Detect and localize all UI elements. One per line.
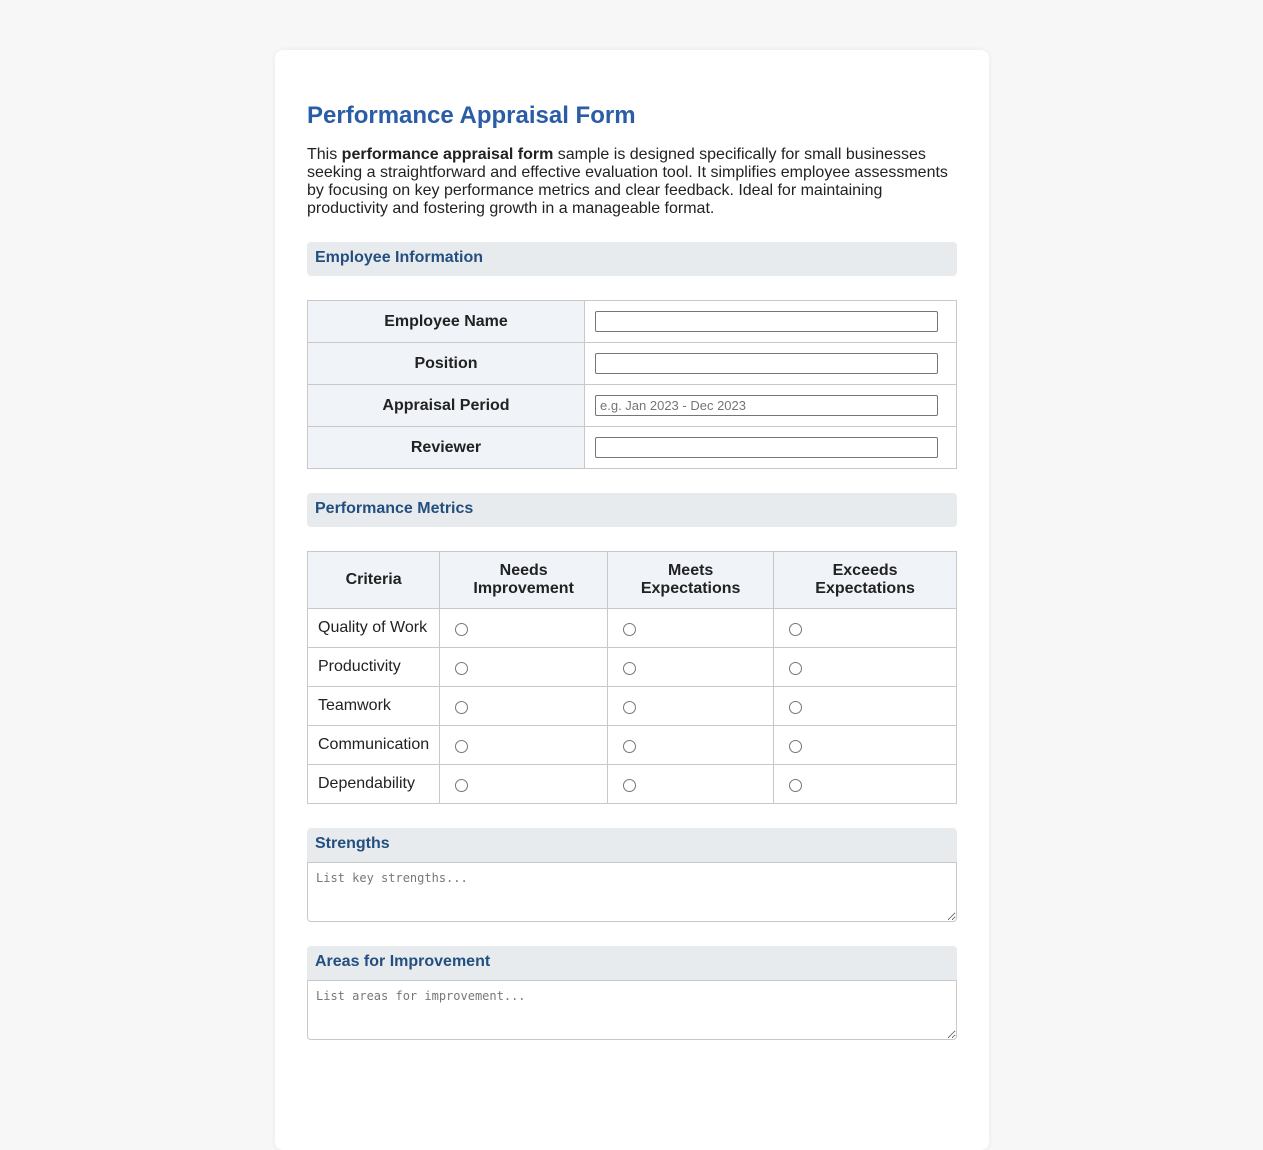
meets-expectations-radio[interactable] [623, 662, 636, 675]
criteria-label: Communication [308, 726, 440, 765]
criteria-label: Quality of Work [308, 609, 440, 648]
improvement-textarea[interactable] [307, 980, 957, 1040]
intro-end: sample is designed specifically for small businesses seeking a straightforward and effective evaluation tool. It simplifies employee assessments by focusing on key performance metrics and clear feedback. Ideal for maintaining productivity and fostering growth in a manageable format. [307, 146, 948, 217]
column-header: Meets Expectations [608, 552, 774, 609]
page-title: Performance Appraisal Form [307, 102, 636, 129]
table-row [308, 427, 957, 469]
needs-improvement-radio[interactable] [455, 701, 468, 714]
table-row [308, 301, 957, 343]
table-row [308, 687, 957, 726]
column-header: Exceeds Expectations [774, 552, 957, 609]
table-row [308, 385, 957, 427]
strengths-textarea[interactable] [307, 862, 957, 922]
meets-expectations-radio[interactable] [623, 740, 636, 753]
exceeds-expectations-radio[interactable] [789, 779, 802, 792]
exceeds-expectations-radio[interactable] [789, 701, 802, 714]
meets-expectations-radio[interactable] [623, 779, 636, 792]
employee-name-input[interactable] [595, 311, 938, 332]
performance-metrics-heading: Performance Metrics [307, 493, 957, 527]
table-row [308, 609, 957, 648]
needs-improvement-radio[interactable] [455, 779, 468, 792]
column-header: Needs Improvement [440, 552, 608, 609]
position-input[interactable] [595, 353, 938, 374]
table-header-row [308, 552, 957, 609]
appraisal-period-input[interactable] [595, 395, 938, 416]
criteria-label: Dependability [308, 765, 440, 804]
intro-text [307, 146, 957, 218]
field-label: Position [308, 343, 585, 385]
intro-start: This [307, 146, 342, 163]
needs-improvement-radio[interactable] [455, 623, 468, 636]
reviewer-input[interactable] [595, 437, 938, 458]
strengths-heading: Strengths [307, 828, 957, 862]
meets-expectations-radio[interactable] [623, 701, 636, 714]
form-card [275, 50, 989, 1150]
exceeds-expectations-radio[interactable] [789, 740, 802, 753]
areas-for-improvement-heading: Areas for Improvement [307, 946, 957, 980]
table-row [308, 765, 957, 804]
criteria-label: Productivity [308, 648, 440, 687]
criteria-label: Teamwork [308, 687, 440, 726]
field-label: Employee Name [308, 301, 585, 343]
meets-expectations-radio[interactable] [623, 623, 636, 636]
table-row [308, 726, 957, 765]
field-label: Appraisal Period [308, 385, 585, 427]
intro-bold: performance appraisal form [341, 146, 554, 163]
employee-info-table [307, 300, 957, 469]
needs-improvement-radio[interactable] [455, 662, 468, 675]
exceeds-expectations-radio[interactable] [789, 662, 802, 675]
exceeds-expectations-radio[interactable] [789, 623, 802, 636]
column-header: Criteria [308, 552, 440, 609]
metrics-table [307, 551, 957, 804]
field-label: Reviewer [308, 427, 585, 469]
table-row [308, 648, 957, 687]
employee-info-heading: Employee Information [307, 242, 957, 276]
table-row [308, 343, 957, 385]
needs-improvement-radio[interactable] [455, 740, 468, 753]
